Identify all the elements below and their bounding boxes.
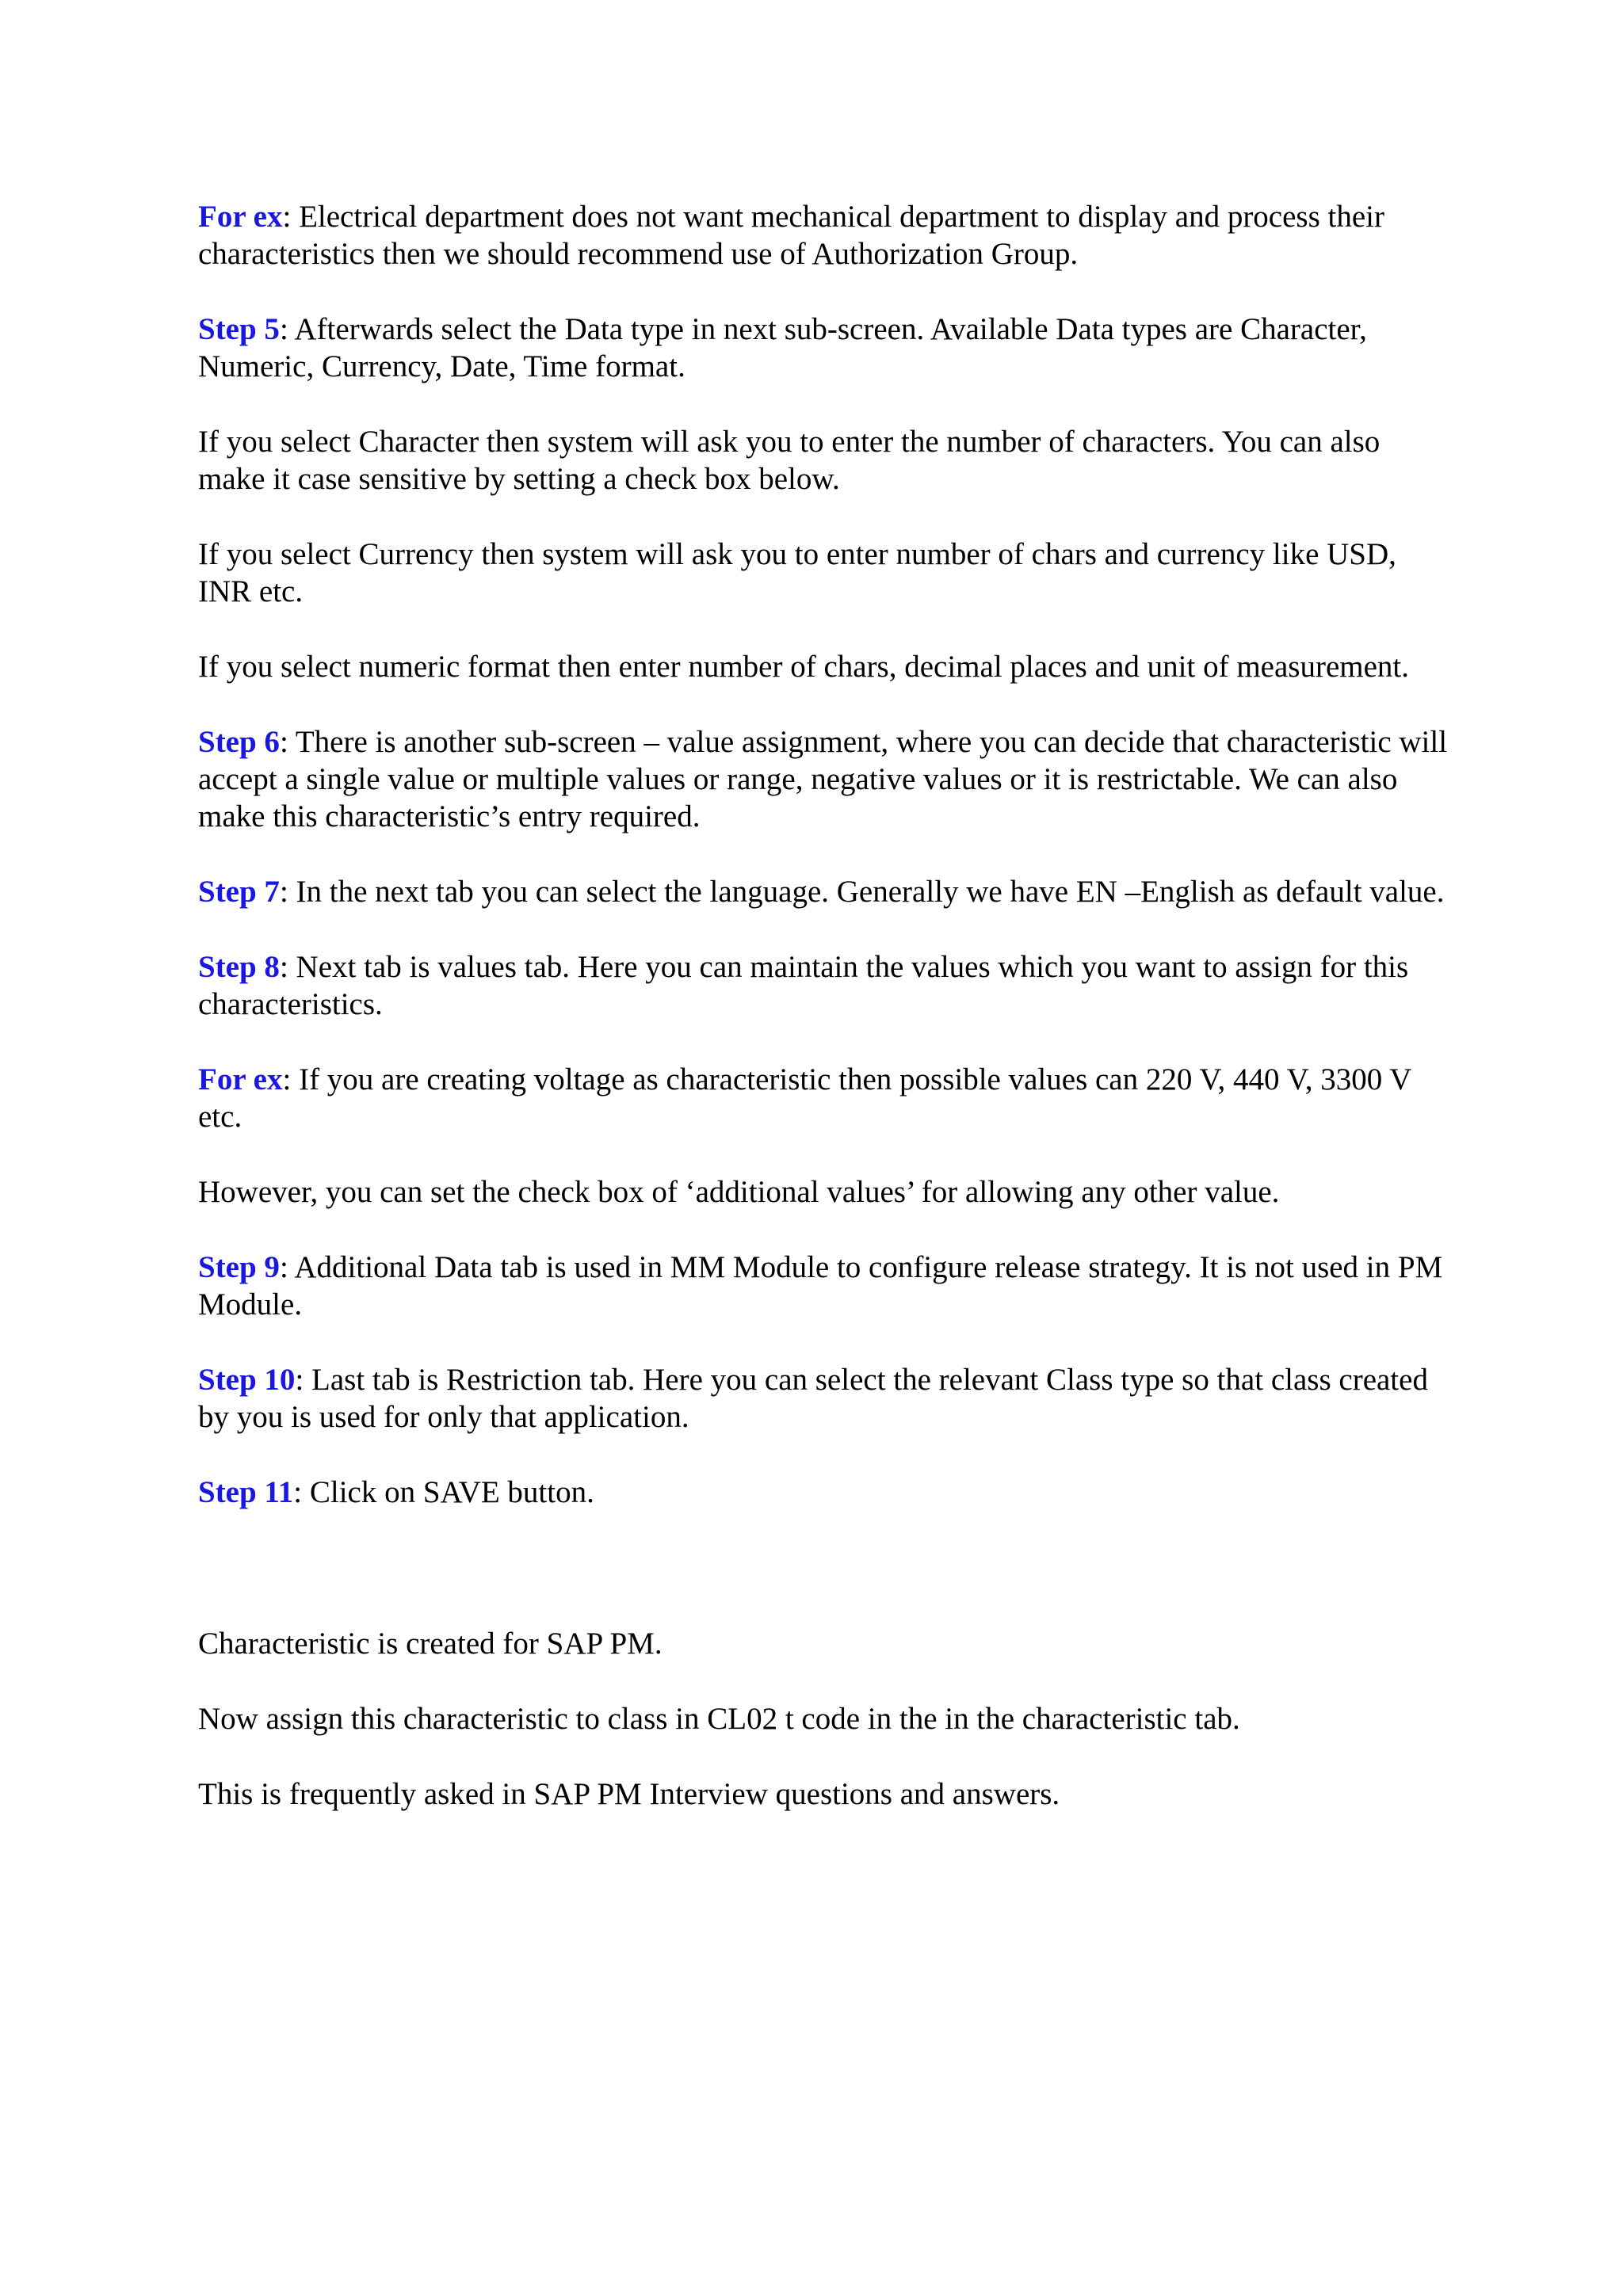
paragraph-text: : There is another sub-screen – value assignment, where you can decide that characteristic will accept a single value or multiple values or range, negative values or it is restrictable. We can also make this characteristic’s entry required. — [198, 725, 1448, 833]
closing-assign: Now assign this characteristic to class in CL02 t code in the in the characteristic tab. — [198, 1702, 1240, 1736]
paragraph-text: : Afterwards select the Data type in next sub-screen. Available Data types are Character, Numeric, Currency, Date, Time format. — [198, 312, 1367, 383]
paragraph-for-ex-voltage — [198, 1061, 1450, 1135]
paragraph-step-6 — [198, 723, 1450, 835]
paragraph-label: Step 6 — [198, 725, 280, 759]
paragraph-text: : Last tab is Restriction tab. Here you can select the relevant Class type so that class created by you is used for only that application. — [198, 1363, 1428, 1434]
blank-space — [198, 1549, 1450, 1625]
paragraph-numeric — [198, 648, 1450, 685]
paragraph-character — [198, 423, 1450, 498]
paragraph-currency — [198, 536, 1450, 610]
paragraph-label: Step 10 — [198, 1363, 296, 1397]
paragraph-additional-values — [198, 1173, 1450, 1211]
paragraph-label: Step 7 — [198, 875, 280, 909]
paragraph-for-ex-authorization — [198, 198, 1450, 273]
paragraph-step-8 — [198, 948, 1450, 1023]
document-body — [198, 198, 1450, 1851]
paragraph-text: However, you can set the check box of ‘additional values’ for allowing any other value. — [198, 1175, 1280, 1209]
paragraph-label: For ex — [198, 200, 283, 234]
paragraph-step-9 — [198, 1249, 1450, 1323]
paragraph-text: If you select Character then system will ask you to enter the number of characters. You can also make it case sensitive by setting a check box below. — [198, 425, 1381, 496]
paragraph-text: : Next tab is values tab. Here you can maintain the values which you want to assign for this characteristics. — [198, 950, 1409, 1021]
paragraph-label: Step 11 — [198, 1475, 294, 1509]
closing-interview: This is frequently asked in SAP PM Interview questions and answers. — [198, 1777, 1060, 1811]
paragraph-step-10 — [198, 1361, 1450, 1436]
paragraph-label: Step 8 — [198, 950, 280, 984]
paragraph-label: Step 5 — [198, 312, 280, 346]
paragraph-text: : Electrical department does not want mechanical department to display and process their characteristics then we should recommend use of Authorization Group. — [198, 200, 1384, 271]
paragraph-text: : Click on SAVE button. — [293, 1475, 594, 1509]
paragraph-label: Step 9 — [198, 1250, 280, 1284]
paragraph-step-7 — [198, 873, 1450, 910]
paragraph-text: : Additional Data tab is used in MM Module to configure release strategy. It is not used in PM Module. — [198, 1250, 1443, 1322]
paragraph-text: : If you are creating voltage as characteristic then possible values can 220 V, 440 V, 3300 V etc. — [198, 1062, 1411, 1134]
paragraph-label: For ex — [198, 1062, 283, 1097]
paragraph-text: : In the next tab you can select the language. Generally we have EN –English as default value. — [279, 875, 1445, 909]
paragraph-step-11 — [198, 1474, 1450, 1511]
closing-created: Characteristic is created for SAP PM. — [198, 1627, 663, 1661]
paragraph-text: If you select numeric format then enter number of chars, decimal places and unit of measurement. — [198, 650, 1409, 684]
paragraph-text: If you select Currency then system will ask you to enter number of chars and currency like USD, INR etc. — [198, 537, 1396, 608]
paragraph-step-5 — [198, 311, 1450, 385]
